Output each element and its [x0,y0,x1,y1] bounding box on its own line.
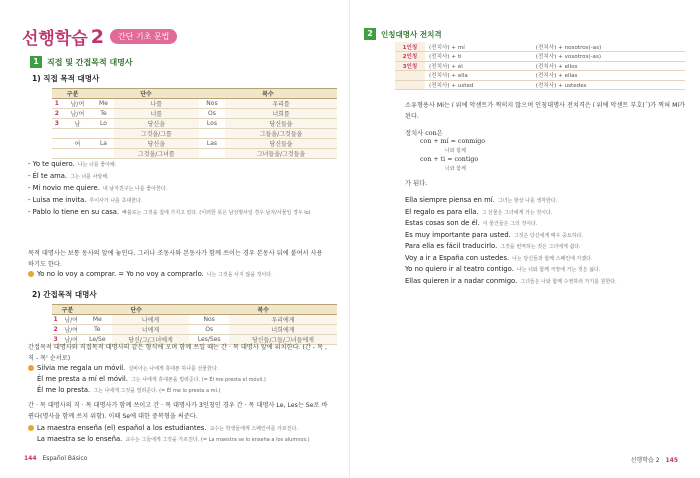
table-row [395,52,685,62]
table-cell: La [93,139,114,149]
table-row [52,119,337,129]
lesson-subtitle-badge: 간단 기초 문법 [110,29,177,44]
table-row [52,325,337,335]
bullet-icon [28,271,34,277]
example-spanish: Estas cosas son de él. [405,219,480,227]
table-row [52,315,337,325]
table-cell: (전치사) + nosotros(-as) [532,42,685,52]
table-cell [93,129,114,139]
example-spanish: El regalo es para ella. [405,207,479,216]
example-line [405,219,537,227]
col-header: 복수 [189,305,337,315]
formula: con + mí = conmigo [420,138,486,145]
prepositional-pronoun-table [395,42,685,90]
page-number: 144 [24,455,37,462]
example-korean: 나는 너를 좋아해. [77,162,117,168]
example-korean: 그녀는 항상 나를 생각한다. [497,198,558,204]
table-cell: Le/Se [83,335,112,345]
example-line [405,231,583,239]
book-title: 선행학습 2 [630,457,660,464]
col-header: 복수 [199,89,337,99]
table-cell [62,129,94,139]
paragraph-se-rule: 간 · 목 대명사의 직 · 목 대명사가 함께 쓰이고 간 · 목 대명사가 3인칭인 경우 간 · 목 대명사 Le, Les는 Se로 바뀐다(명사을 함께 쓰지 위함). 이때 Se에 대한 중복형을 써준다. [28,402,328,420]
example-spanish: Voy a ir a España con ustedes. [405,253,510,262]
example-korean: 그 선물은 그녀에게 가는 것이다. [481,209,553,216]
table-cell: 3 [52,119,62,129]
table-cell [199,129,225,139]
table-cell: Nos [199,99,225,109]
table-cell [199,149,225,159]
table-row [52,109,337,119]
example-line [405,242,581,250]
example-spanish: La maestra enseña (el) español a los estudiantes. [37,424,207,432]
col-header: 구분 [52,89,93,99]
table-cell: 2 [52,109,62,119]
table-cell: (전치사) + vosotros(-as) [532,52,685,62]
example-line [28,364,218,372]
section-title: 인칭대명사 전치격 [381,29,442,39]
table-row [52,129,337,139]
table-cell: 그녀들을/그것들을 [225,149,337,159]
example-korean: 나는 너와 함께 극장에 가는 것은 싫다. [516,267,601,273]
table-cell: 1 [53,316,58,323]
table-cell [52,129,62,139]
example-line [37,375,266,383]
example-korean: 이 물건들은 그의 것이다. [482,221,538,227]
example-spanish: Ella siempre piensa en mí. [405,196,495,204]
table-cell: 당신들을 [225,139,337,149]
table-cell: 3인칭 [395,61,425,71]
example-korean: 나는 당신들과 함께 스페인에 가겠다. [512,255,593,262]
example-spanish: Él me lo presta. [37,386,91,394]
table-cell: 2 [53,326,58,333]
example-spanish: Él me presta a mí el móvil. [37,375,128,383]
example-korean: 교수는 학생들에게 스페인어를 가르친다. [209,426,298,432]
example-korean: 실비아는 나에게 휴대폰 하나를 선물한다. [128,366,219,372]
table-cell: (전치사) + usted [425,80,532,90]
example-spanish: - Mi novio me quiere. [28,184,100,192]
table-cell: 남/여 [62,99,94,109]
example-korean: 루이사가 나를 초대한다. [89,198,143,204]
example-arrow [28,270,273,278]
section-title: 직접 및 간접목적 대명사 [47,57,133,67]
table-cell [395,71,425,81]
table-cell: 너에게 [112,325,190,335]
table-row [52,149,337,159]
example-spanish: - Pablo lo tiene en su casa. [28,208,120,216]
table-row [395,42,685,52]
table-cell: (전치사) + mí [425,42,532,52]
footer-left [24,455,87,462]
table-cell [52,149,62,159]
col-header: 단수 [83,305,189,315]
table-cell: 우리를 [225,99,337,109]
lesson-header [22,24,177,49]
example-line [28,160,116,168]
paragraph-indirect-order: 간접목적 대명사와 직접목적 대명사의 같은 형식에 오며 함께 쓰일 때는 간 · 목 대명사 앞에 위치한다. (간 - 목 , 직 - 목' 순서로) [28,344,327,362]
table-cell: Os [199,109,225,119]
table-cell: (전치사) + él [425,61,532,71]
formula-gloss: 나와 함께 [445,148,466,154]
table-row [395,71,685,81]
bullet-icon [28,425,34,431]
table-row [52,99,337,109]
table-cell: Me [93,99,114,109]
table-cell: 그것을/그녀를 [114,149,199,159]
example-spanish: - Él te ama. [28,172,68,180]
example-korean: 그것은 당신에게 매우 중요하다. [513,232,583,239]
table-cell: Los [199,119,225,129]
table-cell [52,139,62,149]
table-cell [62,149,94,159]
section-heading-2 [364,28,442,40]
example-line [28,208,311,216]
example-line [28,424,298,432]
table-cell: 여 [62,139,94,149]
paragraph-accent: 소유형용사 Mi는 í 위에 악센트가 찍히지 않으며 인칭대명사 전치격은 í 위에 악센트 부호(´)가 찍혀 Mí가 된다. [405,102,686,120]
book-title: Español Básico [42,455,88,462]
table-cell: 당신을 [114,139,199,149]
lesson-number: 2 [90,25,104,48]
col-header: 구분 [52,305,83,315]
table-cell: 남 [62,119,94,129]
table-row [395,80,685,90]
paragraph-becomes: 가 된다. [405,180,428,187]
table-cell: 당신들을 [225,119,337,129]
formula-contigo [420,156,478,163]
example-line [37,386,220,394]
formula-gloss: 너와 함께 [445,166,466,172]
example-korean: 나는 그것을 사지 않을 것이다. [206,272,273,278]
table-cell: 나를 [114,99,199,109]
table-cell: (전치사) + ustedes [532,80,685,90]
example-line [405,196,557,204]
example-line [405,265,600,273]
example-line [405,254,593,262]
example-spanish: Es muy importante para usted. [405,230,511,239]
table-cell: 3 [53,336,58,343]
table-cell: Lo [93,119,114,129]
table-cell: 남/여 [62,109,94,119]
table-cell: 우리에게 [229,315,337,325]
table-cell: Os [189,325,229,335]
example-spanish: La maestra se lo enseña. [37,435,123,443]
example-korean: 그것을 번역하는 것은 그녀에게 쉽다. [500,244,581,250]
subsection-title-2: 2) 간접목적 대명사 [32,290,97,299]
table-cell: (전치사) + ti [425,52,532,62]
example-line [28,184,167,192]
example-korean: 빠블로는 그것을 집에 가지고 있다. (이러한 뜻은 남성명사일 경우 남자/사물일 경우 lo) [122,210,311,216]
table-cell: 너희를 [225,109,337,119]
table-cell: (전치사) + ellos [532,61,685,71]
example-spanish: Silvia me regala un móvil. [37,364,126,372]
example-korean: 교수는 그들에게 그것을 가르친다. (= La maestra se lo enseña a los alumnos.) [125,437,310,443]
indirect-object-pronoun-table [52,304,337,345]
lesson-title: 선행학습 [22,29,88,49]
paragraph-word-order: 목적 대명사는 보통 동사의 앞에 놓인다. 그러나 조동사와 본동사가 함께 쓰이는 경우 본동사 뒤에 붙여서 사용하기도 한다. [28,250,323,268]
page-number: 145 [665,457,678,464]
table-cell [93,149,114,159]
table-cell: (전치사) + ellas [532,71,685,81]
table-row [52,139,337,149]
example-line [28,196,142,204]
right-page [350,0,700,478]
example-spanish: - Luisa me invita. [28,196,87,204]
example-korean: 그는 나에게 휴대폰을 빌려준다. (= Él me presta el móvil.) [130,377,266,383]
table-cell: 남/여 [59,315,83,325]
example-line [405,208,552,216]
section-number-badge: 1 [30,56,42,68]
table-row [395,61,685,71]
direct-object-pronoun-table [52,88,337,159]
paragraph-con: 정치사 con은 [405,130,443,137]
example-korean: 그는 너를 사랑해. [70,174,109,180]
section-number-badge: 2 [364,28,376,40]
table-cell: 2인칭 [395,52,425,62]
table-cell: 남/여 [59,335,83,345]
example-line [28,172,109,180]
subsection-title-1: 1) 직접 목적 대명사 [32,74,100,83]
example-korean: 내 남자친구는 나를 좋아한다. [102,186,168,192]
table-cell: Me [83,315,112,325]
formula: con + ti = contigo [420,156,479,163]
table-cell: 그것을/그를 [114,129,199,139]
table-cell: 너를 [114,109,199,119]
example-korean: 그녀들은 나와 함께 수영하러 가기를 원한다. [520,278,617,285]
col-header: 단수 [93,89,199,99]
example-spanish: Yo no lo voy a comprar. = Yo no voy a comprarlo. [37,270,204,278]
example-line [37,435,310,443]
example-korean: 그는 나에게 그것을 빌려준다. (= Él me lo presta a mí.) [93,388,221,394]
example-spanish: Ellas quieren ir a nadar conmigo. [405,276,518,285]
table-cell: 너희에게 [229,325,337,335]
example-line [405,277,617,285]
table-cell: Te [83,325,112,335]
table-cell: Les/Ses [189,335,229,345]
table-cell: 1 [52,99,62,109]
example-spanish: - Yo te quiero. [28,160,75,168]
example-spanish: Yo no quiero ir al teatro contigo. [405,265,514,273]
table-cell: 나에게 [112,315,190,325]
table-cell: Te [93,109,114,119]
example-spanish: Para ella es fácil traducirlo. [405,242,498,250]
section-heading-1 [30,56,133,68]
footer-right [631,455,678,464]
table-cell: 당신들/그들/그녀들에게 [229,335,337,345]
table-cell: (전치사) + ella [425,71,532,81]
table-cell: Las [199,139,225,149]
formula-conmigo [420,138,485,145]
table-cell: Nos [189,315,229,325]
table-cell: 남/여 [59,325,83,335]
table-cell [395,80,425,90]
table-cell: 당신을 [114,119,199,129]
table-cell: 그들을/그것들을 [225,129,337,139]
bullet-icon [28,365,34,371]
table-cell: 당신/그/그녀에게 [112,335,190,345]
table-cell: 1인칭 [395,42,425,52]
